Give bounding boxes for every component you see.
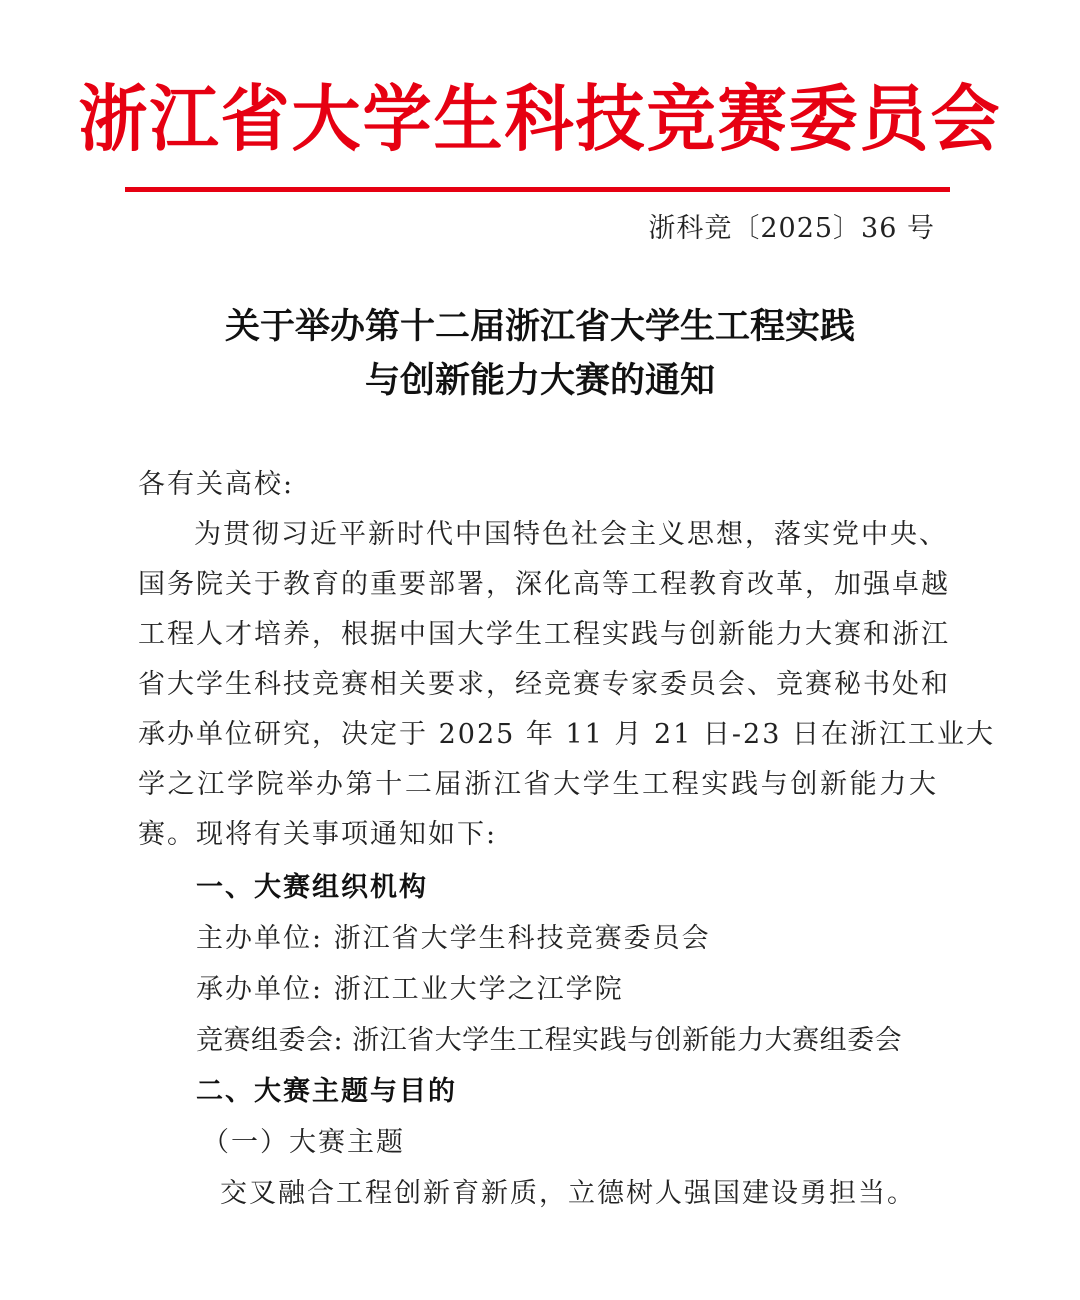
paragraph-line: 学之江学院举办第十二届浙江省大学生工程实践与创新能力大 [138, 769, 938, 800]
section-heading-theme-purpose: 二、大赛主题与目的 [196, 1076, 457, 1107]
paragraph-line: 国务院关于教育的重要部署，深化高等工程教育改革，加强卓越 [138, 569, 950, 600]
competition-theme: 交叉融合工程创新育新质，立德树人强国建设勇担当。 [220, 1178, 916, 1209]
document-number: 浙科竞〔2025〕36 号 [648, 213, 935, 244]
paragraph-line: 省大学生科技竞赛相关要求，经竞赛专家委员会、竞赛秘书处和 [138, 669, 950, 700]
competition-committee: 竞赛组委会: 浙江省大学生工程实践与创新能力大赛组委会 [196, 1025, 903, 1056]
paragraph-line: 为贯彻习近平新时代中国特色社会主义思想，落实党中央、 [194, 519, 948, 550]
host-unit: 主办单位: 浙江省大学生科技竞赛委员会 [196, 923, 711, 954]
organizer-unit: 承办单位: 浙江工业大学之江学院 [196, 974, 624, 1005]
sections [196, 862, 956, 1219]
salutation: 各有关高校: [138, 469, 295, 500]
paragraph-line: 赛。现将有关事项通知如下: [138, 819, 498, 850]
subsection-heading-theme: （一）大赛主题 [202, 1127, 405, 1158]
red-divider-line [125, 187, 950, 192]
notice-title-line-1: 关于举办第十二届浙江省大学生工程实践 [224, 306, 855, 347]
notice-title [0, 300, 1080, 408]
paragraph-line: 承办单位研究，决定于 2025 年 11 月 21 日-23 日在浙江工业大 [138, 719, 995, 750]
section-heading-organization: 一、大赛组织机构 [196, 872, 428, 903]
paragraph-line: 工程人才培养，根据中国大学生工程实践与创新能力大赛和浙江 [138, 619, 950, 650]
masthead-title: 浙江省大学生科技竞赛委员会 [78, 76, 1002, 162]
notice-title-line-2: 与创新能力大赛的通知 [364, 360, 715, 401]
intro-paragraph [138, 510, 995, 860]
